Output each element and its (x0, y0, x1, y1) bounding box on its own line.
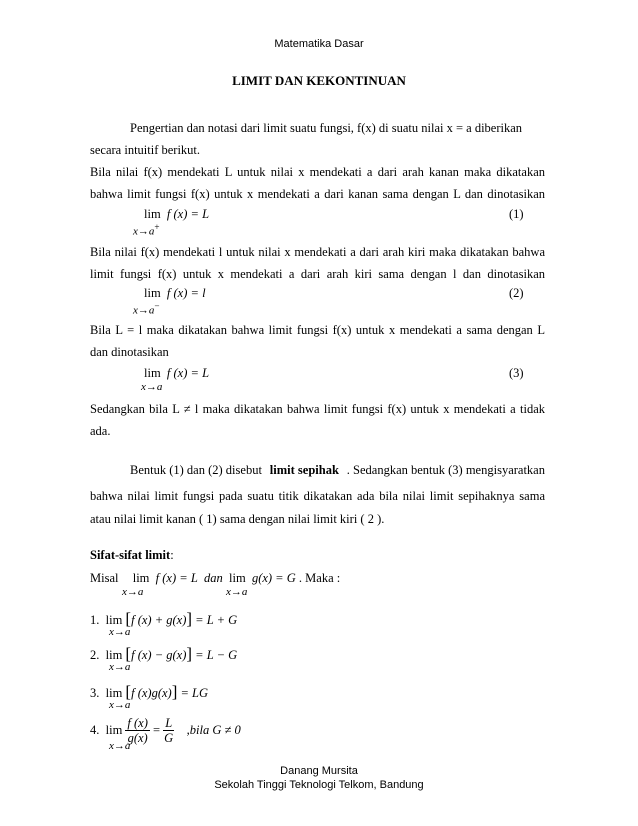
property-item-3-rhs: = LG (180, 686, 209, 700)
property-item-1-rhs: = L + G (195, 613, 238, 627)
para1-line3: Bila nilai f(x) mendekati L untuk nilai x mendekati a dari arah kanan maka dikatakan (90, 165, 545, 179)
para3-line1: Bila L = l maka dikatakan bahwa limit fungsi f(x) untuk x mendekati a sama dengan L (90, 323, 545, 337)
para3-line2: dan dinotasikan (90, 345, 169, 359)
eq2-subscript (133, 301, 160, 317)
eq2-sub: x→a (133, 304, 155, 317)
property-item-2: 2. lim [f (x) − g(x)] = L − G (90, 644, 238, 663)
property-item-3-sub: x→a (109, 699, 131, 711)
property-item-4 (90, 716, 545, 750)
property-item-3-number: 3. (90, 686, 100, 700)
eq3-expr: f (x) = L (166, 366, 210, 380)
misal-dan: dan (204, 571, 223, 585)
eq2-number: (2) (509, 286, 524, 300)
eq2-sup: − (154, 301, 160, 311)
misal-lim1: lim (132, 571, 150, 585)
eq1-lim: lim (144, 207, 161, 221)
misal-sub2: x→a (226, 586, 248, 598)
property-item-1: 1. lim [f (x) + g(x)] = L + G (90, 609, 238, 628)
property-item-1-sub: x→a (109, 626, 131, 638)
para1-line2: secara intuitif berikut. (90, 143, 201, 157)
para5-line2: bahwa nilai limit fungsi pada suatu titik dikatakan ada bila nilai limit sepihaknya sama (90, 489, 545, 503)
para1-line4: bahwa limit fungsi f(x) untuk x mendekati a dari kanan sama dengan L dan dinotasikan (90, 187, 545, 201)
properties-heading-text: Sifat-sifat limit (90, 548, 171, 562)
properties-heading (90, 548, 545, 563)
property-item-3: 3. lim [f (x)g(x)] = LG (90, 682, 209, 701)
eq2-lim: lim (144, 286, 161, 300)
misal-maka: . Maka : (298, 571, 341, 585)
property-item-4-rnum: L (165, 716, 173, 730)
misal-line (90, 571, 545, 586)
property-item-1-lim: lim (105, 613, 123, 627)
footer-institution: Sekolah Tinggi Teknologi Telkom, Bandung (214, 779, 424, 791)
property-item-4-numerator: f (x) (127, 716, 148, 730)
property-item-2-inner: f (x) − g(x) (131, 648, 187, 662)
property-item-4-condition: ,bila G ≠ 0 (186, 723, 241, 737)
para4-line1: Sedangkan bila L ≠ l maka dikatakan bahwa limit fungsi f(x) untuk x mendekati a tidak (90, 402, 545, 416)
misal-label: Misal (90, 571, 119, 585)
eq3-lim: lim (144, 366, 161, 380)
eq1-sub: x→a (133, 225, 155, 238)
property-item-4-denominator: g(x) (127, 731, 148, 745)
eq3-number: (3) (509, 366, 524, 380)
misal-sub1: x→a (122, 586, 144, 598)
property-item-4-lim: lim (105, 723, 123, 737)
property-item-4-fraction-right (163, 716, 174, 745)
para1-line1: Pengertian dan notasi dari limit suatu fungsi, f(x) di suatu nilai x = a diberikan (130, 121, 523, 135)
property-item-4-equals: = (153, 723, 161, 737)
property-item-3-inner: f (x)g(x) (131, 686, 172, 700)
para2-line1: Bila nilai f(x) mendekati l untuk nilai x mendekati a dari arah kiri maka dikatakan bahwa (90, 245, 545, 259)
eq1-subscript (133, 222, 160, 238)
page-title: LIMIT DAN KEKONTINUAN (232, 73, 406, 88)
properties-heading-colon: : (170, 548, 174, 562)
footer-author: Danang Mursita (280, 765, 358, 777)
property-item-2-sub: x→a (109, 661, 131, 673)
para5-line1a: Bentuk (1) dan (2) disebut (130, 463, 262, 477)
property-item-2-rhs: = L − G (195, 648, 238, 662)
misal-expr2: g(x) = G (251, 571, 296, 585)
misal-lim2: lim (229, 571, 246, 585)
para5-line1 (130, 463, 545, 478)
eq2-expr: f (x) = l (166, 286, 206, 300)
property-item-4-rden: G (164, 731, 174, 745)
eq1-sup: + (154, 222, 160, 232)
property-item-2-number: 2. (90, 648, 100, 662)
para2-line2: limit fungsi f(x) untuk x mendekati a dari arah kiri sama dengan l dan dinotasikan (90, 267, 545, 281)
property-item-1-number: 1. (90, 613, 100, 627)
eq1-expression (144, 207, 209, 222)
property-item-4-sub: x→a (109, 740, 131, 752)
property-item-4-number: 4. (90, 723, 100, 737)
para5-line3: atau nilai limit kanan ( 1) sama dengan nilai limit kiri ( 2 ). (90, 512, 385, 526)
property-item-2-lim: lim (105, 648, 123, 662)
eq3-subscript: x→a (141, 381, 163, 393)
eq1-expr: f (x) = L (166, 207, 210, 221)
property-item-3-lim: lim (105, 686, 123, 700)
para4-line2: ada. (90, 424, 111, 438)
property-item-1-inner: f (x) + g(x) (131, 613, 187, 627)
page-header: Matematika Dasar (274, 38, 364, 50)
limit-sepihak-term: limit sepihak (269, 463, 339, 477)
eq2-expression (144, 286, 206, 301)
eq3-expression (144, 366, 209, 381)
eq1-number: (1) (509, 207, 524, 221)
misal-expr1: f (x) = L (155, 571, 198, 585)
para5-line1c: . Sedangkan bentuk (3) mengisyaratkan (346, 463, 545, 477)
